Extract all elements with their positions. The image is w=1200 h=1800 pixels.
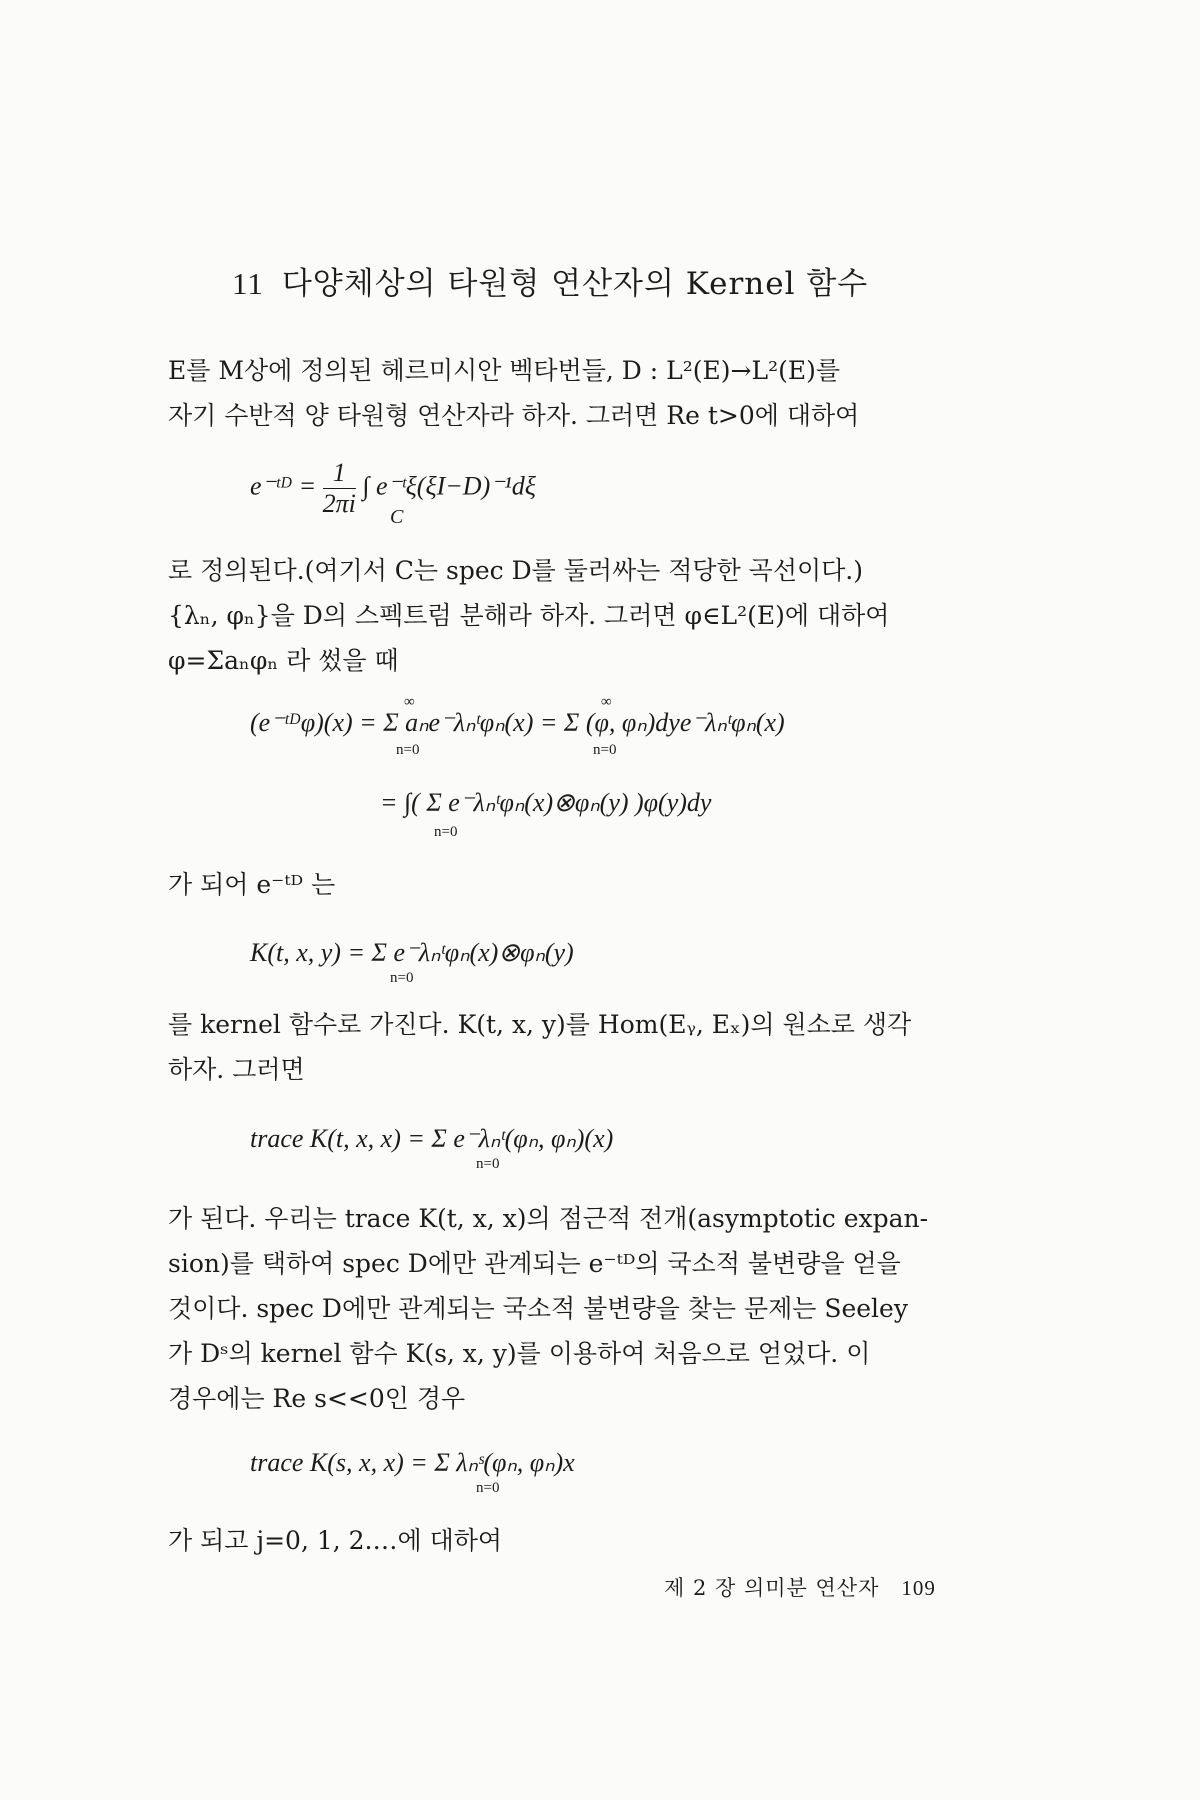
section-number: 11 (232, 266, 264, 301)
paragraph-asymptotic (168, 1196, 1000, 1421)
paragraph-definition (168, 548, 1000, 683)
page-number: 109 (901, 1576, 936, 1600)
paragraph-kernel-function (168, 1002, 1000, 1092)
contour-label: C (390, 506, 404, 528)
fraction-numerator: 1 (323, 458, 356, 489)
chapter-title: 제 2 장 의미분 연산자 (664, 1576, 880, 1600)
sum-upper-limit: ∞ (601, 694, 612, 710)
equation-trace-zeta (250, 1448, 575, 1478)
text-line: 로 정의된다.(여기서 C는 spec D를 둘러싸는 적당한 곡선이다.) (168, 556, 863, 585)
equation-line: = ∫( Σ e⁻λₙᵗφₙ(x)⊗φₙ(y) )φ(y)dy (380, 788, 712, 817)
text-line: 경우에는 Re s<<0인 경우 (168, 1384, 466, 1413)
sum-lower-limit: n=0 (390, 970, 414, 986)
equation-resolvent (250, 458, 536, 528)
text-line: {λₙ, φₙ}을 D의 스펙트럼 분해라 하자. 그러면 φ∈L²(E)에 대하여 (168, 601, 890, 630)
running-footer (664, 1572, 936, 1602)
text-line: 를 kernel 함수로 가진다. K(t, x, y)를 Hom(Eᵧ, Eₓ)의 원소로 생각 (168, 1010, 912, 1039)
equation-rhs: ∫ e⁻ᵗξ(ξI−D)⁻¹dξ (362, 471, 536, 501)
section-heading (232, 258, 868, 303)
text-line: 가 된다. 우리는 trace K(t, x, x)의 점근적 전개(asymptotic expan- (168, 1204, 929, 1233)
text-line: 가 되어 e⁻ᵗᴰ 는 (168, 870, 336, 899)
text-line: sion)를 택하여 spec D에만 관계되는 e⁻ᵗᴰ의 국소적 불변량을 얻을 (168, 1249, 901, 1278)
equation-trace-heat (250, 1124, 613, 1154)
sum-lower-limit: n=0 (593, 742, 617, 758)
text-line: φ=Σaₙφₙ 라 썼을 때 (168, 646, 399, 675)
equation-line: (e⁻ᵗᴰφ)(x) = Σ aₙe⁻λₙᵗφₙ(x) = Σ (φ, φₙ)dye⁻λₙᵗφₙ(x) (250, 708, 785, 737)
text-line: 하자. 그러면 (168, 1055, 305, 1084)
equation-spectral-expansion (250, 708, 785, 738)
paragraph-transition (168, 862, 1000, 907)
equation-kernel-integral (380, 788, 711, 818)
sum-lower-limit: n=0 (434, 824, 458, 840)
equation-line: trace K(t, x, x) = Σ e⁻λₙᵗ(φₙ, φₙ)(x) (250, 1124, 614, 1153)
text-line: 가 되고 j=0, 1, 2.…에 대하여 (168, 1526, 503, 1555)
paragraph-closing (168, 1518, 1000, 1563)
text-line: 가 Dˢ의 kernel 함수 K(s, x, y)를 이용하여 처음으로 얻었다. 이 (168, 1339, 871, 1368)
equation-line: K(t, x, y) = Σ e⁻λₙᵗφₙ(x)⊗φₙ(y) (250, 938, 574, 967)
equation-heat-kernel (250, 938, 574, 968)
sum-lower-limit: n=0 (476, 1156, 500, 1172)
text-line: 것이다. spec D에만 관계되는 국소적 불변량을 찾는 문제는 Seeley (168, 1294, 908, 1323)
text-line: E를 M상에 정의된 헤르미시안 벡타번들, D : L²(E)→L²(E)를 (168, 356, 840, 385)
fraction-denominator: 2πi (322, 489, 356, 518)
fraction (323, 458, 356, 519)
equation-lhs: e⁻ᵗᴰ = (250, 471, 317, 501)
text-line: 자기 수반적 양 타원형 연산자라 하자. 그러면 Re t>0에 대하여 (168, 401, 860, 430)
equation-line: trace K(s, x, x) = Σ λₙˢ(φₙ, φₙ)x (250, 1448, 575, 1477)
section-title: 다양체상의 타원형 연산자의 Kernel 함수 (281, 266, 869, 302)
sum-lower-limit: n=0 (476, 1480, 500, 1496)
paragraph-intro (168, 348, 1000, 438)
sum-upper-limit: ∞ (404, 694, 415, 710)
sum-lower-limit: n=0 (396, 742, 420, 758)
